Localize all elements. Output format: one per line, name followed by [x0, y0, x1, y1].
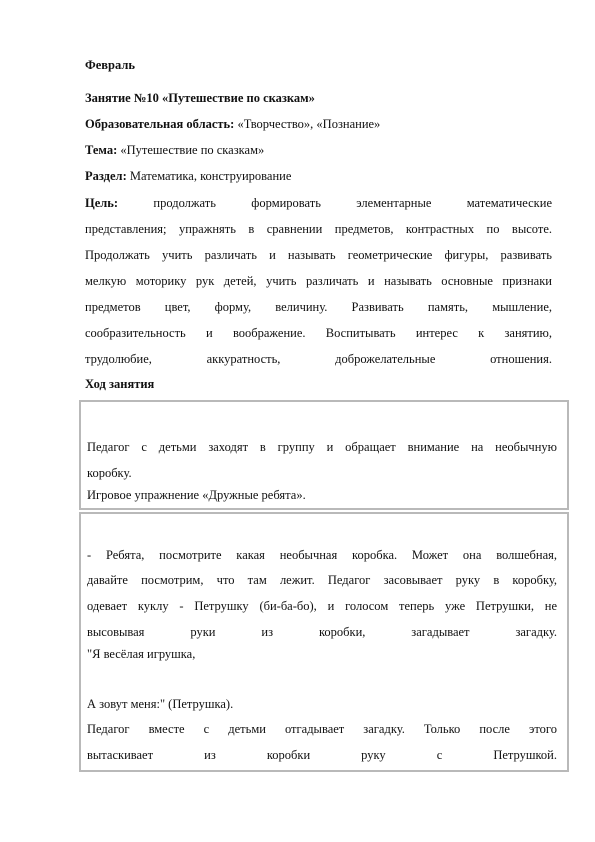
educational-area: [85, 116, 380, 132]
goal-line-7: трудолюбие, аккуратность, доброжелательные отношения.: [85, 352, 552, 366]
goal-line-2: представления; упражнять в сравнении предметов, контрастных по высоте.: [85, 222, 552, 236]
section: [85, 168, 291, 184]
topic: [85, 142, 264, 158]
goal-line-1: [85, 195, 552, 211]
box2-line-8: вытаскивает из коробки руку с Петрушкой.: [87, 748, 557, 762]
box1-line-2: коробку.: [87, 466, 132, 480]
goal-line-5: предметов цвет, форму, величину. Развивать память, мышление,: [85, 300, 552, 314]
activity-box-2: [79, 512, 569, 772]
educational-area-value: «Творчество», «Познание»: [234, 117, 381, 131]
box1-line-1: Педагог с детьми заходят в группу и обращает внимание на необычную: [87, 440, 557, 454]
month-heading: Февраль: [85, 58, 135, 72]
box2-line-5: "Я весёлая игрушка,: [87, 647, 196, 661]
goal-line-4: мелкую моторику рук детей, учить различать и называть основные признаки: [85, 274, 552, 288]
lesson-title: Занятие №10 «Путешествие по сказкам»: [85, 91, 315, 105]
topic-label: Тема:: [85, 143, 118, 157]
box2-line-7: Педагог вместе с детьми отгадывает загадку. Только после этого: [87, 722, 557, 736]
box2-line-2: давайте посмотрим, что там лежит. Педагог засовывает руку в коробку,: [87, 573, 557, 587]
box2-line-4: высовывая руки из коробки, загадывает загадку.: [87, 625, 557, 639]
box1-line-3: Игровое упражнение «Дружные ребята».: [87, 488, 306, 502]
section-value: Математика, конструирование: [126, 169, 292, 183]
goal-text: продолжать формировать элементарные математические: [153, 196, 552, 210]
progress-title: Ход занятия: [85, 377, 155, 391]
section-label: Раздел:: [85, 169, 127, 183]
goal-label: Цель:: [85, 196, 119, 210]
box2-line-6: А зовут меня:" (Петрушка).: [87, 697, 234, 711]
box2-line-3: одевает куклу - Петрушку (би-ба-бо), и голосом теперь уже Петрушки, не: [87, 599, 557, 613]
educational-area-label: Образовательная область:: [85, 117, 235, 131]
topic-value: «Путешествие по сказкам»: [117, 143, 265, 157]
box2-line-1: - Ребята, посмотрите какая необычная коробка. Может она волшебная,: [87, 548, 557, 562]
goal-line-3: Продолжать учить различать и называть геометрические фигуры, развивать: [85, 248, 552, 262]
goal-line-6: сообразительность и воображение. Воспитывать интерес к занятию,: [85, 326, 552, 340]
activity-box-1: [79, 400, 569, 510]
